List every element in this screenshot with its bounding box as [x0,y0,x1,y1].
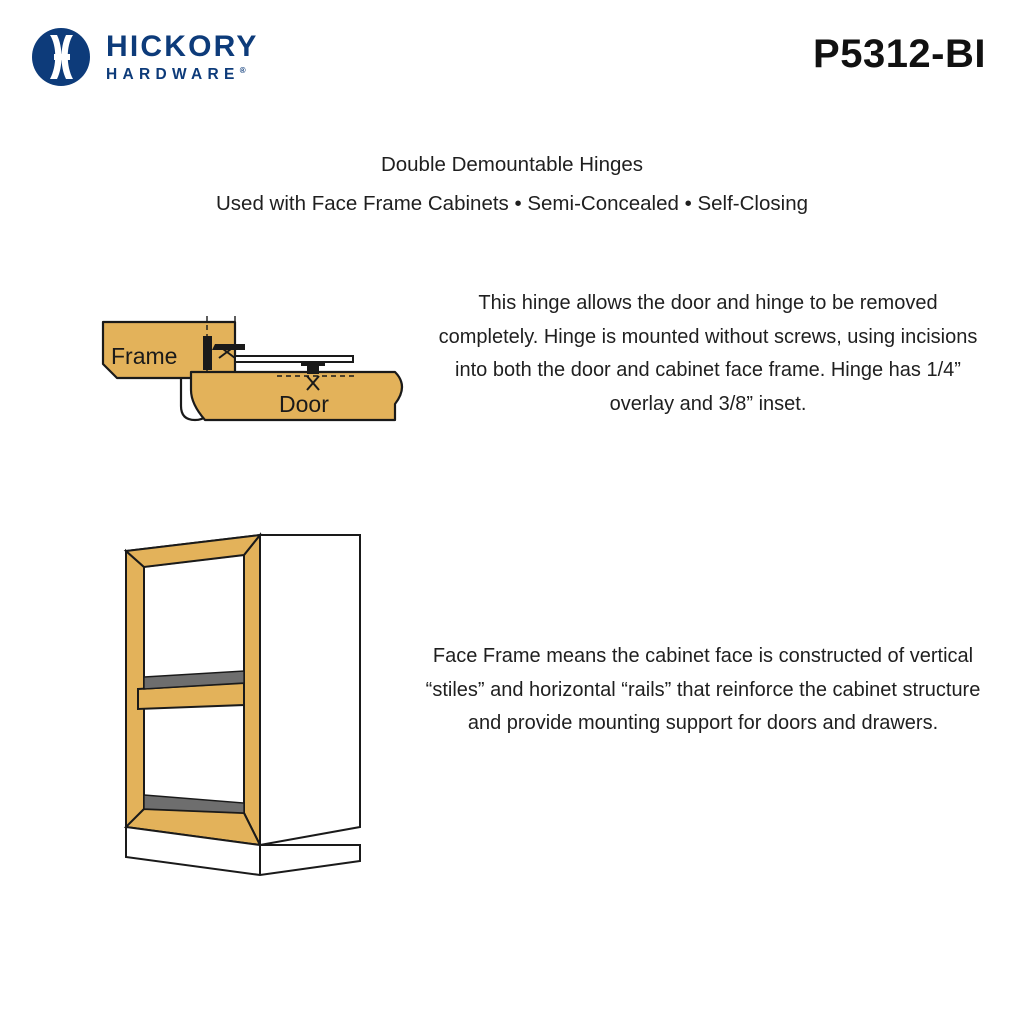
header [30,26,986,92]
brand-name-secondary-text: HARDWARE [106,65,240,83]
hinge-description: This hinge allows the door and hinge to be removed completely. Hinge is mounted without screws, using incisions into both the door and cabinet face frame. Hinge has 1/4” overlay and 3/8” inset. [438,292,978,415]
brand-lockup [30,26,259,88]
brand-name-primary: HICKORY [106,29,259,63]
brand-name-secondary [106,67,259,83]
product-sku: P5312-BI [813,32,986,76]
hinge-diagram [95,300,425,460]
cabinet-diagram [110,527,410,887]
subtitle-line-1: Double Demountable Hinges [380,153,644,176]
subtitle-block [0,150,1024,219]
hinge-frame-label: Frame [111,343,178,369]
registered-mark: ® [239,65,246,75]
face-frame-description: Face Frame means the cabinet face is constructed of vertical “stiles” and horizontal “rails” that reinforce the cabinet structure and provide mounting support for doors and drawers. [425,645,981,734]
hickory-hardware-logo-icon [30,26,92,88]
subtitle-line-2: Used with Face Frame Cabinets • Semi-Concealed • Self-Closing [215,192,808,215]
brand-wordmark [106,29,259,83]
hinge-door-label: Door [279,391,329,417]
